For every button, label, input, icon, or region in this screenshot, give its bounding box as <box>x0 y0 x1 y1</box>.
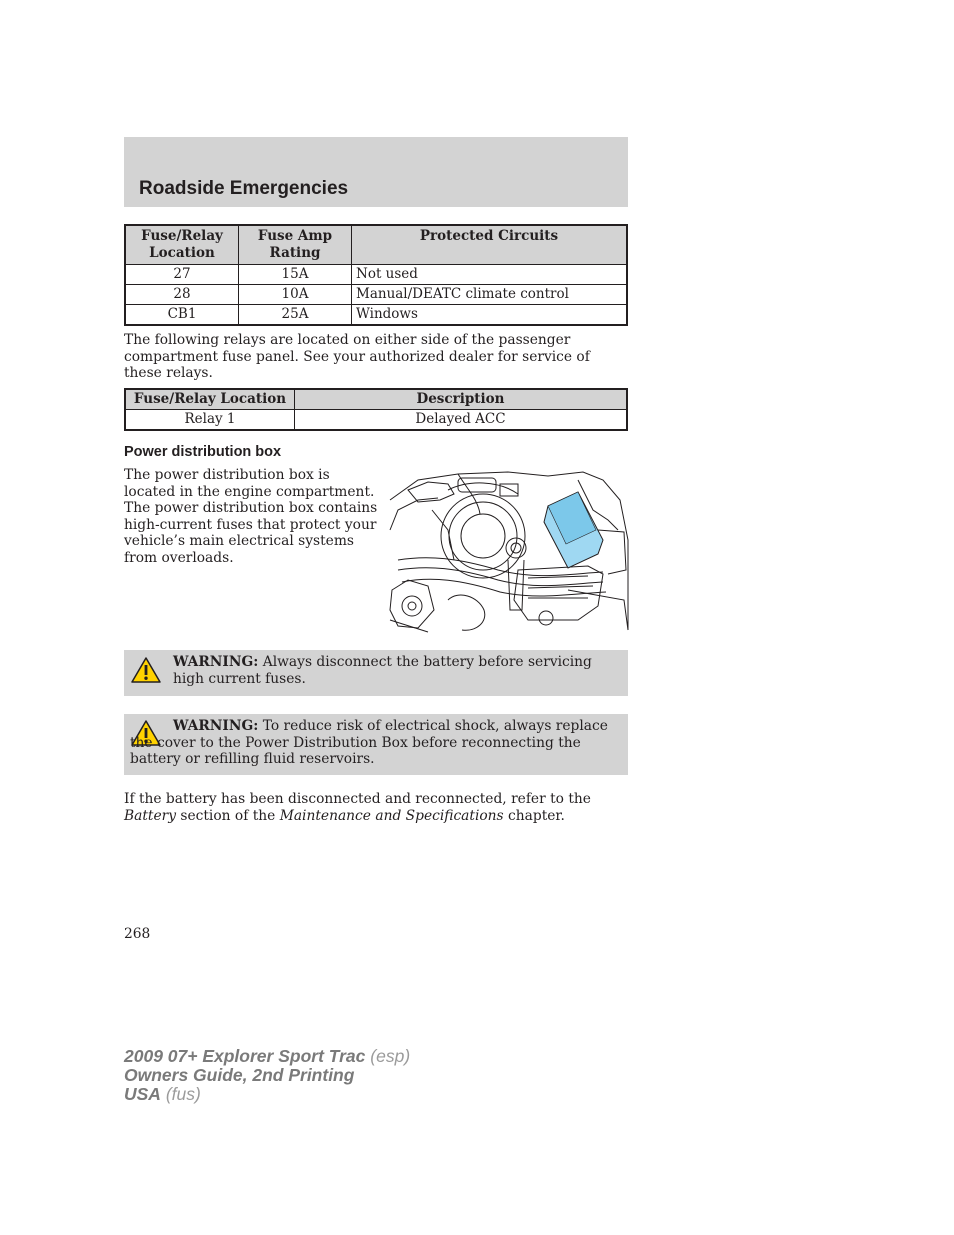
warning-box <box>124 714 628 775</box>
table-row <box>125 305 627 326</box>
chapter-reference: Maintenance and Specifications <box>279 807 504 824</box>
battery-section-reference: Battery <box>124 807 177 824</box>
power-distribution-box-highlight <box>544 492 603 568</box>
footer-edition-info <box>124 1047 410 1104</box>
footer-model: 2009 07+ Explorer Sport Trac <box>124 1046 366 1066</box>
footer-market-code: (fus) <box>165 1084 201 1104</box>
col-header-protected-circuits: Protected Circuits <box>352 225 628 265</box>
warning-box <box>124 650 628 696</box>
fuse-table-header-row <box>125 225 627 265</box>
table-row <box>125 285 627 305</box>
col-header-location: Fuse/Relay Location <box>125 389 295 410</box>
cell-location: 28 <box>125 285 239 305</box>
header-line: Fuse/Relay <box>141 228 223 244</box>
cell-amp: 10A <box>239 285 352 305</box>
cell-location: CB1 <box>125 305 239 326</box>
pdb-heading: Power distribution box <box>124 444 282 460</box>
cell-circuit: Windows <box>352 305 628 326</box>
footer-market: USA <box>124 1084 161 1104</box>
pdb-paragraph: The power distribution box is located in the engine compartment. The power distribution box contains high-current fuses that protect your vehicle’s main electrical systems from overloads. <box>124 467 378 566</box>
warning-label: WARNING: <box>173 718 259 734</box>
header-line: Location <box>149 245 215 261</box>
table-row <box>125 410 627 431</box>
cell-amp: 25A <box>239 305 352 326</box>
warning-text <box>173 654 621 687</box>
battery-text-2: section of the <box>180 807 276 824</box>
battery-text-3: chapter. <box>508 807 565 824</box>
footer-line-3 <box>124 1085 410 1104</box>
footer-printing: Owners Guide, 2nd Printing <box>124 1065 355 1085</box>
relay-table <box>124 388 628 431</box>
cell-location: 27 <box>125 265 239 285</box>
cell-circuit: Manual/DEATC climate control <box>352 285 628 305</box>
relay-table-header-row <box>125 389 627 410</box>
table-row <box>125 265 627 285</box>
relays-paragraph: The following relays are located on either side of the passenger compartment fuse panel. See your authorized dealer for service of these relays. <box>124 332 590 381</box>
cell-amp: 15A <box>239 265 352 285</box>
engine-compartment-illustration <box>388 470 630 634</box>
col-header-location <box>125 225 239 265</box>
footer-line-1 <box>124 1047 410 1066</box>
section-title: Roadside Emergencies <box>139 178 349 199</box>
col-header-description: Description <box>295 389 628 410</box>
warning-text <box>130 718 620 768</box>
cell-circuit: Not used <box>352 265 628 285</box>
cell-location: Relay 1 <box>125 410 295 431</box>
header-line: Fuse Amp <box>257 228 333 244</box>
header-line: Rating <box>269 245 321 261</box>
page-number: 268 <box>124 926 151 942</box>
warning-label: WARNING: <box>173 654 259 670</box>
warning-triangle-icon <box>130 656 162 684</box>
fuse-table <box>124 224 628 326</box>
col-header-amp-rating <box>239 225 352 265</box>
footer-model-code: (esp) <box>370 1046 411 1066</box>
warning-message: Always disconnect the battery before servicing high current fuses. <box>173 654 592 687</box>
warning-message: To reduce risk of electrical shock, always replace the cover to the Power Distribution Box before reconnecting the battery or refilling fluid reservoirs. <box>130 718 608 767</box>
cell-description: Delayed ACC <box>295 410 628 431</box>
battery-paragraph <box>124 791 628 824</box>
battery-text-1: If the battery has been disconnected and reconnected, refer to the <box>124 791 591 807</box>
footer-line-2 <box>124 1066 410 1085</box>
